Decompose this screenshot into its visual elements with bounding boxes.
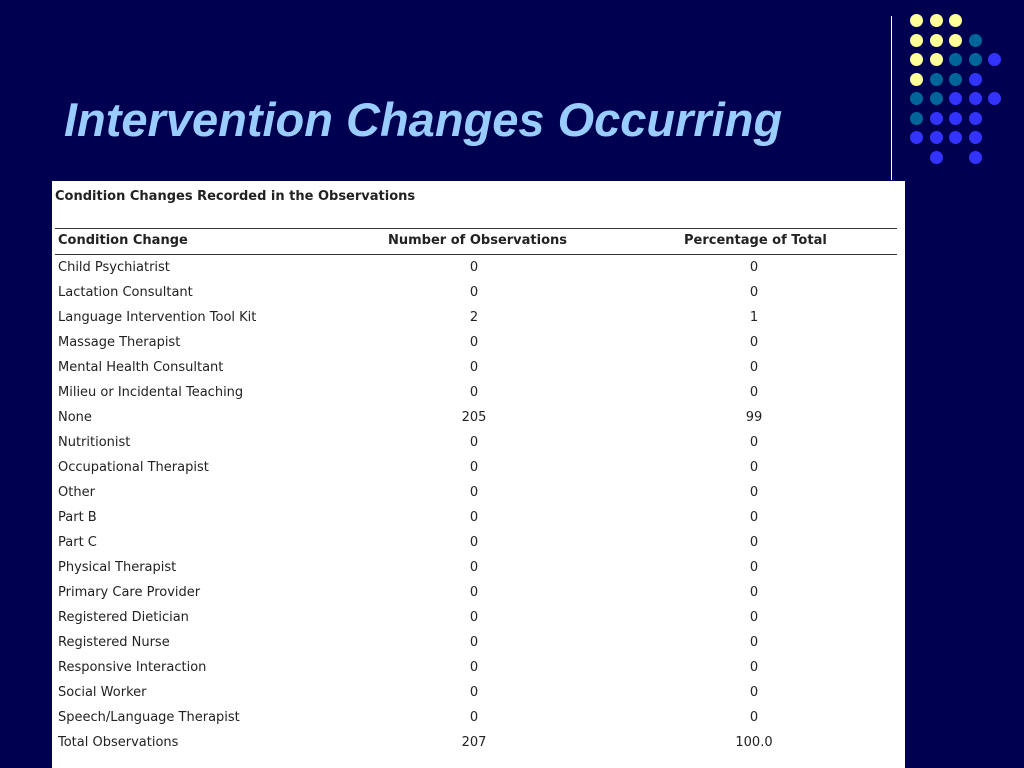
header-number-of-observations: Number of Observations (388, 233, 568, 248)
cell-condition: Registered Nurse (58, 635, 170, 650)
decorative-dot (949, 131, 962, 144)
decorative-dot (988, 53, 1001, 66)
cell-observations: 0 (469, 260, 479, 275)
table-row (52, 330, 905, 355)
cell-observations: 0 (469, 685, 479, 700)
decorative-dot (949, 34, 962, 47)
cell-observations: 0 (469, 660, 479, 675)
table-row (52, 455, 905, 480)
decorative-dot (910, 92, 923, 105)
decorative-dot (988, 92, 1001, 105)
decorative-dot (969, 131, 982, 144)
cell-percentage: 0 (749, 510, 759, 525)
cell-condition: Physical Therapist (58, 560, 177, 575)
decorative-dot (910, 34, 923, 47)
cell-observations: 0 (469, 385, 479, 400)
cell-observations: 0 (469, 560, 479, 575)
cell-observations: 0 (469, 710, 479, 725)
table-row (52, 430, 905, 455)
cell-percentage: 0 (749, 385, 759, 400)
cell-percentage: 0 (749, 560, 759, 575)
decorative-dot (930, 151, 943, 164)
decorative-dot (969, 92, 982, 105)
cell-condition: Child Psychiatrist (58, 260, 170, 275)
cell-condition: Nutritionist (58, 435, 131, 450)
decorative-dot (949, 73, 962, 86)
cell-observations: 0 (469, 460, 479, 475)
decorative-dot (910, 131, 923, 144)
cell-percentage: 0 (749, 660, 759, 675)
cell-condition: Part B (58, 510, 97, 525)
header-percentage-of-total: Percentage of Total (684, 233, 827, 248)
table-row (52, 730, 905, 755)
table-row (52, 705, 905, 730)
table-row (52, 280, 905, 305)
decorative-dot (930, 34, 943, 47)
cell-percentage: 0 (749, 485, 759, 500)
cell-observations: 0 (469, 535, 479, 550)
table-row (52, 480, 905, 505)
cell-observations: 0 (469, 360, 479, 375)
cell-percentage: 0 (749, 335, 759, 350)
decorative-dot (969, 53, 982, 66)
cell-percentage: 0 (749, 535, 759, 550)
decorative-dot (930, 53, 943, 66)
cell-percentage: 0 (749, 685, 759, 700)
cell-condition: Social Worker (58, 685, 147, 700)
cell-condition: Language Intervention Tool Kit (58, 310, 257, 325)
cell-percentage: 0 (749, 285, 759, 300)
decorative-dot (969, 112, 982, 125)
cell-condition: Part C (58, 535, 97, 550)
table-row (52, 380, 905, 405)
decorative-dot (930, 14, 943, 27)
decorative-dot (949, 53, 962, 66)
decorative-dot (969, 73, 982, 86)
cell-observations: 0 (469, 285, 479, 300)
cell-observations: 207 (461, 735, 487, 750)
decorative-dot (969, 151, 982, 164)
decorative-dot-grid (910, 14, 1010, 164)
cell-observations: 2 (469, 310, 479, 325)
table-row (52, 355, 905, 380)
cell-observations: 0 (469, 610, 479, 625)
cell-observations: 0 (469, 435, 479, 450)
cell-percentage: 0 (749, 585, 759, 600)
slide-title: Intervention Changes Occurring (64, 93, 783, 146)
cell-percentage: 0 (749, 360, 759, 375)
cell-percentage: 0 (749, 610, 759, 625)
cell-percentage: 0 (749, 635, 759, 650)
cell-percentage: 100.0 (735, 735, 773, 750)
cell-condition: Speech/Language Therapist (58, 710, 240, 725)
decorative-dot (949, 92, 962, 105)
decorative-dot (930, 73, 943, 86)
table-row (52, 580, 905, 605)
cell-percentage: 0 (749, 460, 759, 475)
table-row (52, 530, 905, 555)
decorative-dot (949, 112, 962, 125)
cell-observations: 0 (469, 335, 479, 350)
decorative-dot (949, 14, 962, 27)
table-row (52, 655, 905, 680)
cell-percentage: 0 (749, 260, 759, 275)
decorative-dot (910, 112, 923, 125)
cell-condition: Mental Health Consultant (58, 360, 224, 375)
cell-observations: 0 (469, 485, 479, 500)
cell-observations: 0 (469, 585, 479, 600)
observations-table (52, 181, 905, 768)
cell-observations: 0 (469, 510, 479, 525)
cell-percentage: 99 (745, 410, 763, 425)
table-row (52, 680, 905, 705)
cell-condition: Total Observations (58, 735, 179, 750)
cell-condition: Primary Care Provider (58, 585, 201, 600)
decorative-dot (930, 131, 943, 144)
cell-condition: Registered Dietician (58, 610, 189, 625)
table-row (52, 555, 905, 580)
cell-percentage: 0 (749, 710, 759, 725)
cell-condition: Responsive Interaction (58, 660, 207, 675)
cell-percentage: 1 (749, 310, 759, 325)
cell-condition: None (58, 410, 92, 425)
decorative-dot (910, 53, 923, 66)
table-row (52, 255, 905, 280)
header-condition-change: Condition Change (58, 233, 188, 248)
cell-observations: 0 (469, 635, 479, 650)
table-top-rule (55, 228, 897, 229)
table-row (52, 305, 905, 330)
cell-condition: Lactation Consultant (58, 285, 193, 300)
cell-observations: 205 (461, 410, 487, 425)
decorative-dot (910, 14, 923, 27)
decorative-dot (969, 34, 982, 47)
table-caption: Condition Changes Recorded in the Observations (55, 189, 416, 204)
cell-percentage: 0 (749, 435, 759, 450)
table-row (52, 405, 905, 430)
table-row (52, 605, 905, 630)
table-row (52, 630, 905, 655)
divider-line (891, 16, 892, 180)
cell-condition: Occupational Therapist (58, 460, 209, 475)
cell-condition: Massage Therapist (58, 335, 181, 350)
cell-condition: Other (58, 485, 95, 500)
decorative-dot (930, 112, 943, 125)
decorative-dot (930, 92, 943, 105)
cell-condition: Milieu or Incidental Teaching (58, 385, 244, 400)
decorative-dot (910, 73, 923, 86)
table-row (52, 505, 905, 530)
